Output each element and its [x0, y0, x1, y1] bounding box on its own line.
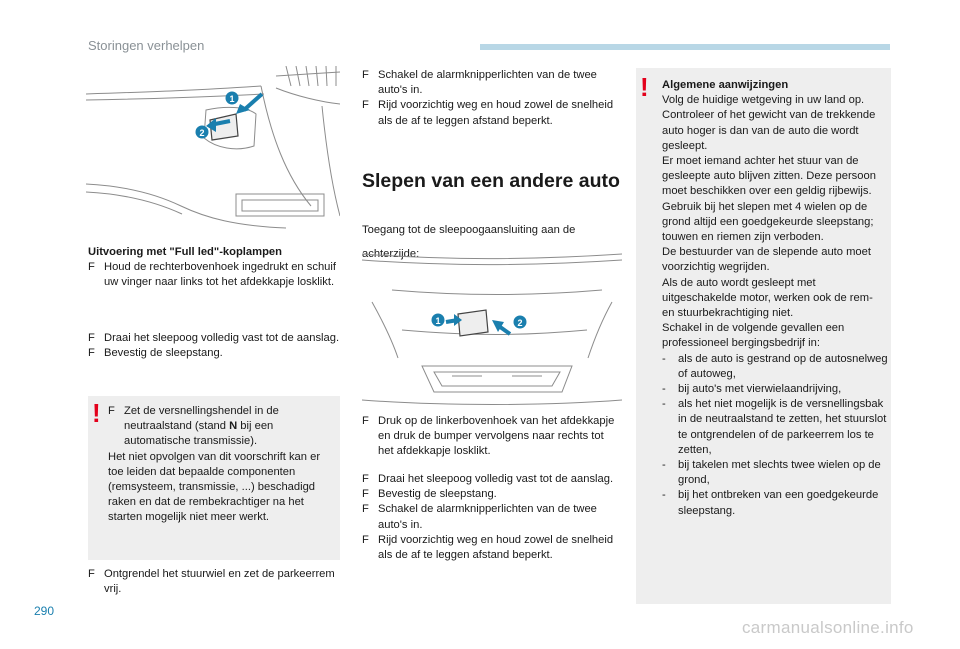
bullet-icon: F	[362, 99, 369, 112]
bullet-icon: F	[88, 347, 95, 360]
bullet-icon: F	[362, 69, 369, 81]
step-tighten: F Draai het sleepoog volledig vast tot de aanslag.	[362, 472, 622, 487]
general-info-paragraph: Controleer of het gewicht van de trekkende auto hoger is dan van de auto die wordt gesleept.	[662, 109, 876, 152]
bullet-icon: F	[88, 568, 95, 580]
warning-bullet: F Zet de versnellingshendel in de neutraalstand (stand N bij een automatische transmissie).	[108, 405, 279, 448]
step-drive: F Rijd voorzichtig weg en houd zowel de snelheid als de af te leggen afstand beperkt.	[362, 99, 614, 127]
front-bumper-illustration	[86, 66, 340, 244]
bullet-icon: F	[362, 488, 369, 501]
bullet-icon: F	[362, 415, 369, 427]
section-title: Slepen van een andere auto	[362, 170, 620, 192]
general-info-content	[662, 78, 888, 519]
col2-top-steps	[362, 68, 622, 129]
step-hazard: F Schakel de alarmknipperlichten van de twee auto's in.	[362, 503, 597, 531]
general-info-paragraph: Schakel in de volgende gevallen een professioneel bergingsbedrijf in:	[662, 322, 845, 350]
full-led-heading: Uitvoering met "Full led"-koplampen	[88, 246, 282, 258]
warning-content	[108, 404, 334, 526]
header-title: Storingen verhelpen	[88, 38, 205, 53]
full-led-step: F Houd de rechterbovenhoek ingedrukt en schuif uw vinger naar links tot het afdekkapje losklikt.	[88, 261, 336, 289]
general-info-paragraph: Volg de huidige wetgeving in uw land op.	[662, 94, 865, 107]
warning-icon: !	[640, 72, 649, 102]
col2-press	[362, 414, 622, 460]
page-number: 290	[34, 604, 55, 618]
list-item: - bij takelen met slechts twee wielen op de grond,	[662, 459, 881, 487]
callout-2: 2	[199, 128, 205, 138]
bullet-icon: F	[362, 473, 369, 485]
step-fix: F Bevestig de sleepstang.	[362, 487, 622, 502]
col1-unlock	[88, 567, 340, 597]
step-press: F Druk op de linkerbovenhoek van het afdekkapje en druk de bumper vervolgens naar rechts tot het afdekkapje losklikt.	[362, 415, 615, 458]
general-info-paragraph: Er moet iemand achter het stuur van de gesleepte auto blijven zitten. Deze persoon moet beschikken over een geldig rijbewijs.	[662, 155, 876, 198]
bullet-icon: F	[362, 503, 369, 516]
col1-full-led	[88, 245, 340, 291]
list-item: - als het niet mogelijk is de versnellingsbak in de neutraalstand te zetten, het stuurslot te ontgrendelen of de parkeerrem los te zetten,	[662, 398, 887, 456]
callout-2: 2	[517, 318, 523, 328]
intro-text: Toegang tot de sleepoogaansluiting aan de achterzijde:	[362, 224, 576, 260]
list-item: - bij het ontbreken van een goedgekeurde sleepstang.	[662, 489, 879, 517]
step-tighten: F Draai het sleepoog volledig vast tot de aanslag.	[88, 331, 340, 346]
step-drive: F Rijd voorzichtig weg en houd zowel de snelheid als de af te leggen afstand beperkt.	[362, 533, 614, 562]
bullet-icon: F	[88, 261, 95, 274]
step-hazard: F Schakel de alarmknipperlichten van de twee auto's in.	[362, 69, 597, 97]
list-item: - bij auto's met vierwielaandrijving,	[662, 383, 842, 396]
warning-text: Het niet opvolgen van dit voorschrift kan er toe leiden dat bepaalde componenten (remsysteem, transmissie, ...) beschadigd raken en dat de rembekrachtiger na het starten mogelijk niet meer werkt.	[108, 450, 321, 524]
step-unlock: F Ontgrendel het stuurwiel en zet de parkeerrem vrij.	[88, 568, 335, 596]
header-bar	[480, 44, 890, 50]
rear-bumper-illustration	[362, 240, 622, 412]
callout-1: 1	[435, 316, 441, 326]
warning-icon: !	[92, 398, 101, 428]
bullet-icon: F	[108, 405, 115, 417]
general-info-paragraph: Als de auto wordt gesleept met uitgeschakelde motor, werken ook de rem- en stuurbekrachtiging niet.	[662, 276, 873, 320]
col1-steps	[88, 331, 340, 361]
col2-bottom-steps	[362, 472, 622, 563]
general-info-heading: Algemene aanwijzingen	[662, 79, 789, 91]
general-info-paragraph: De bestuurder van de slepende auto moet voorzichtig wegrijden.	[662, 246, 871, 274]
step-fix: F Bevestig de sleepstang.	[88, 346, 340, 361]
general-info-paragraph: Gebruik bij het slepen met 4 wielen op de grond altijd een goedgekeurde sleepstang; touwen en riemen zijn verboden.	[662, 200, 874, 244]
list-item: - als de auto is gestrand op de autosnelweg of autoweg,	[662, 352, 888, 380]
bullet-icon: F	[88, 332, 95, 344]
callout-1: 1	[229, 94, 235, 104]
bullet-icon: F	[362, 533, 369, 546]
watermark: carmanualsonline.info	[742, 618, 914, 637]
